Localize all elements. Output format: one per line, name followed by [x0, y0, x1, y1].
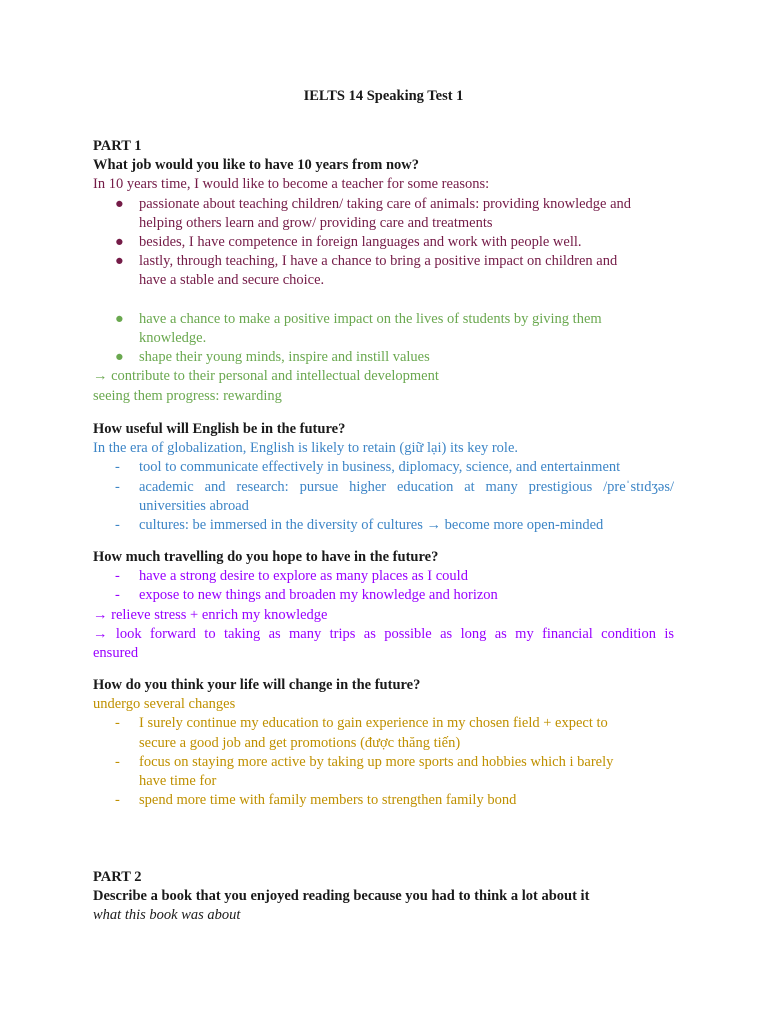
list-item: [93, 233, 674, 252]
bullet-marker: ●: [115, 349, 124, 366]
q4-question: How do you think your life will change in the future?: [93, 677, 421, 693]
q1-note: seeing them progress: rewarding: [93, 387, 282, 404]
dash-marker: -: [115, 517, 120, 534]
list-item-text: secure a good job and get promotions (được thăng tiến): [139, 734, 461, 751]
list-item-text: lastly, through teaching, I have a chance to bring a positive impact on children and: [139, 253, 618, 270]
dash-marker: -: [115, 753, 120, 770]
list-item: [93, 348, 674, 367]
bullet-marker: ●: [115, 310, 124, 327]
list-item-text: I surely continue my education to gain experience in my chosen field + expect to: [139, 715, 608, 732]
part2-section: [93, 868, 674, 926]
list-item: [93, 753, 674, 791]
list-item: [93, 586, 674, 605]
dash-marker: -: [115, 792, 120, 809]
list-item: [93, 195, 674, 233]
list-item: [93, 458, 674, 477]
list-item: [93, 252, 674, 290]
list-item-text: besides, I have competence in foreign languages and work with people well.: [139, 234, 582, 251]
q3-question: How much travelling do you hope to have in the future?: [93, 549, 439, 565]
list-item-text: shape their young minds, inspire and instill values: [139, 349, 430, 366]
list-item: [93, 714, 674, 752]
q2-question: How useful will English be in the future?: [93, 421, 346, 437]
list-item-text: knowledge.: [139, 330, 207, 347]
q1-intro: In 10 years time, I would like to become a teacher for some reasons:: [93, 176, 490, 193]
list-item-text: universities abroad: [139, 497, 249, 514]
list-item-text: passionate about teaching children/ taking care of animals: providing knowledge and: [139, 195, 632, 212]
q4-intro: undergo several changes: [93, 696, 236, 713]
list-item: [93, 791, 674, 810]
part1-heading: PART 1: [93, 138, 142, 154]
part2-heading: PART 2: [93, 869, 142, 885]
list-item-text: focus on staying more active by taking up more sports and hobbies which i barely: [139, 753, 614, 770]
q4-section: [93, 676, 674, 810]
q3-section: [93, 548, 674, 663]
part2-question: Describe a book that you enjoyed reading because you had to think a lot about it: [93, 888, 590, 905]
document-title: IELTS 14 Speaking Test 1: [303, 88, 464, 104]
list-item: [93, 310, 674, 348]
list-item-text: have a chance to make a positive impact on the lives of students by giving them: [139, 310, 602, 327]
dash-marker: -: [115, 587, 120, 604]
list-item: [93, 567, 674, 586]
q2-section: [93, 420, 674, 535]
q2-intro: In the era of globalization, English is likely to retain (giữ lại) its key role.: [93, 440, 519, 457]
bullet-marker: ●: [115, 234, 124, 251]
dash-marker: -: [115, 715, 120, 732]
list-item-text: helping others learn and grow/ providing care and treatments: [139, 214, 493, 231]
list-item-text: have a stable and secure choice.: [139, 272, 325, 289]
part2-prompt: what this book was about: [93, 907, 241, 924]
bullet-marker: ●: [115, 195, 124, 212]
list-item-text: spend more time with family members to strengthen family bond: [139, 792, 517, 809]
dash-marker: -: [115, 568, 120, 585]
q1-question: What job would you like to have 10 years from now?: [93, 157, 419, 174]
dash-marker: -: [115, 459, 120, 476]
dash-marker: -: [115, 478, 120, 495]
list-item-text: tool to communicate effectively in business, diplomacy, science, and entertainment: [139, 459, 621, 476]
q3-note: → relieve stress + enrich my knowledge: [93, 606, 328, 623]
q3-note: → look forward to taking as many trips as possible as long as my financial condition is: [93, 625, 674, 642]
part1-section: [93, 137, 674, 406]
list-item-text: expose to new things and broaden my knowledge and horizon: [139, 587, 498, 604]
list-item: [93, 516, 674, 535]
list-item-text: academic and research: pursue higher education at many prestigious /preˈstɪdʒəs/: [139, 478, 674, 495]
bullet-marker: ●: [115, 253, 124, 270]
list-item: [93, 478, 674, 516]
list-item-text: have a strong desire to explore as many places as I could: [139, 568, 468, 585]
q1-note: → contribute to their personal and intellectual development: [93, 368, 439, 385]
q3-note: ensured: [93, 645, 139, 662]
list-item-text: have time for: [139, 773, 217, 790]
list-item-text: cultures: be immersed in the diversity of cultures → become more open-minded: [139, 517, 604, 534]
